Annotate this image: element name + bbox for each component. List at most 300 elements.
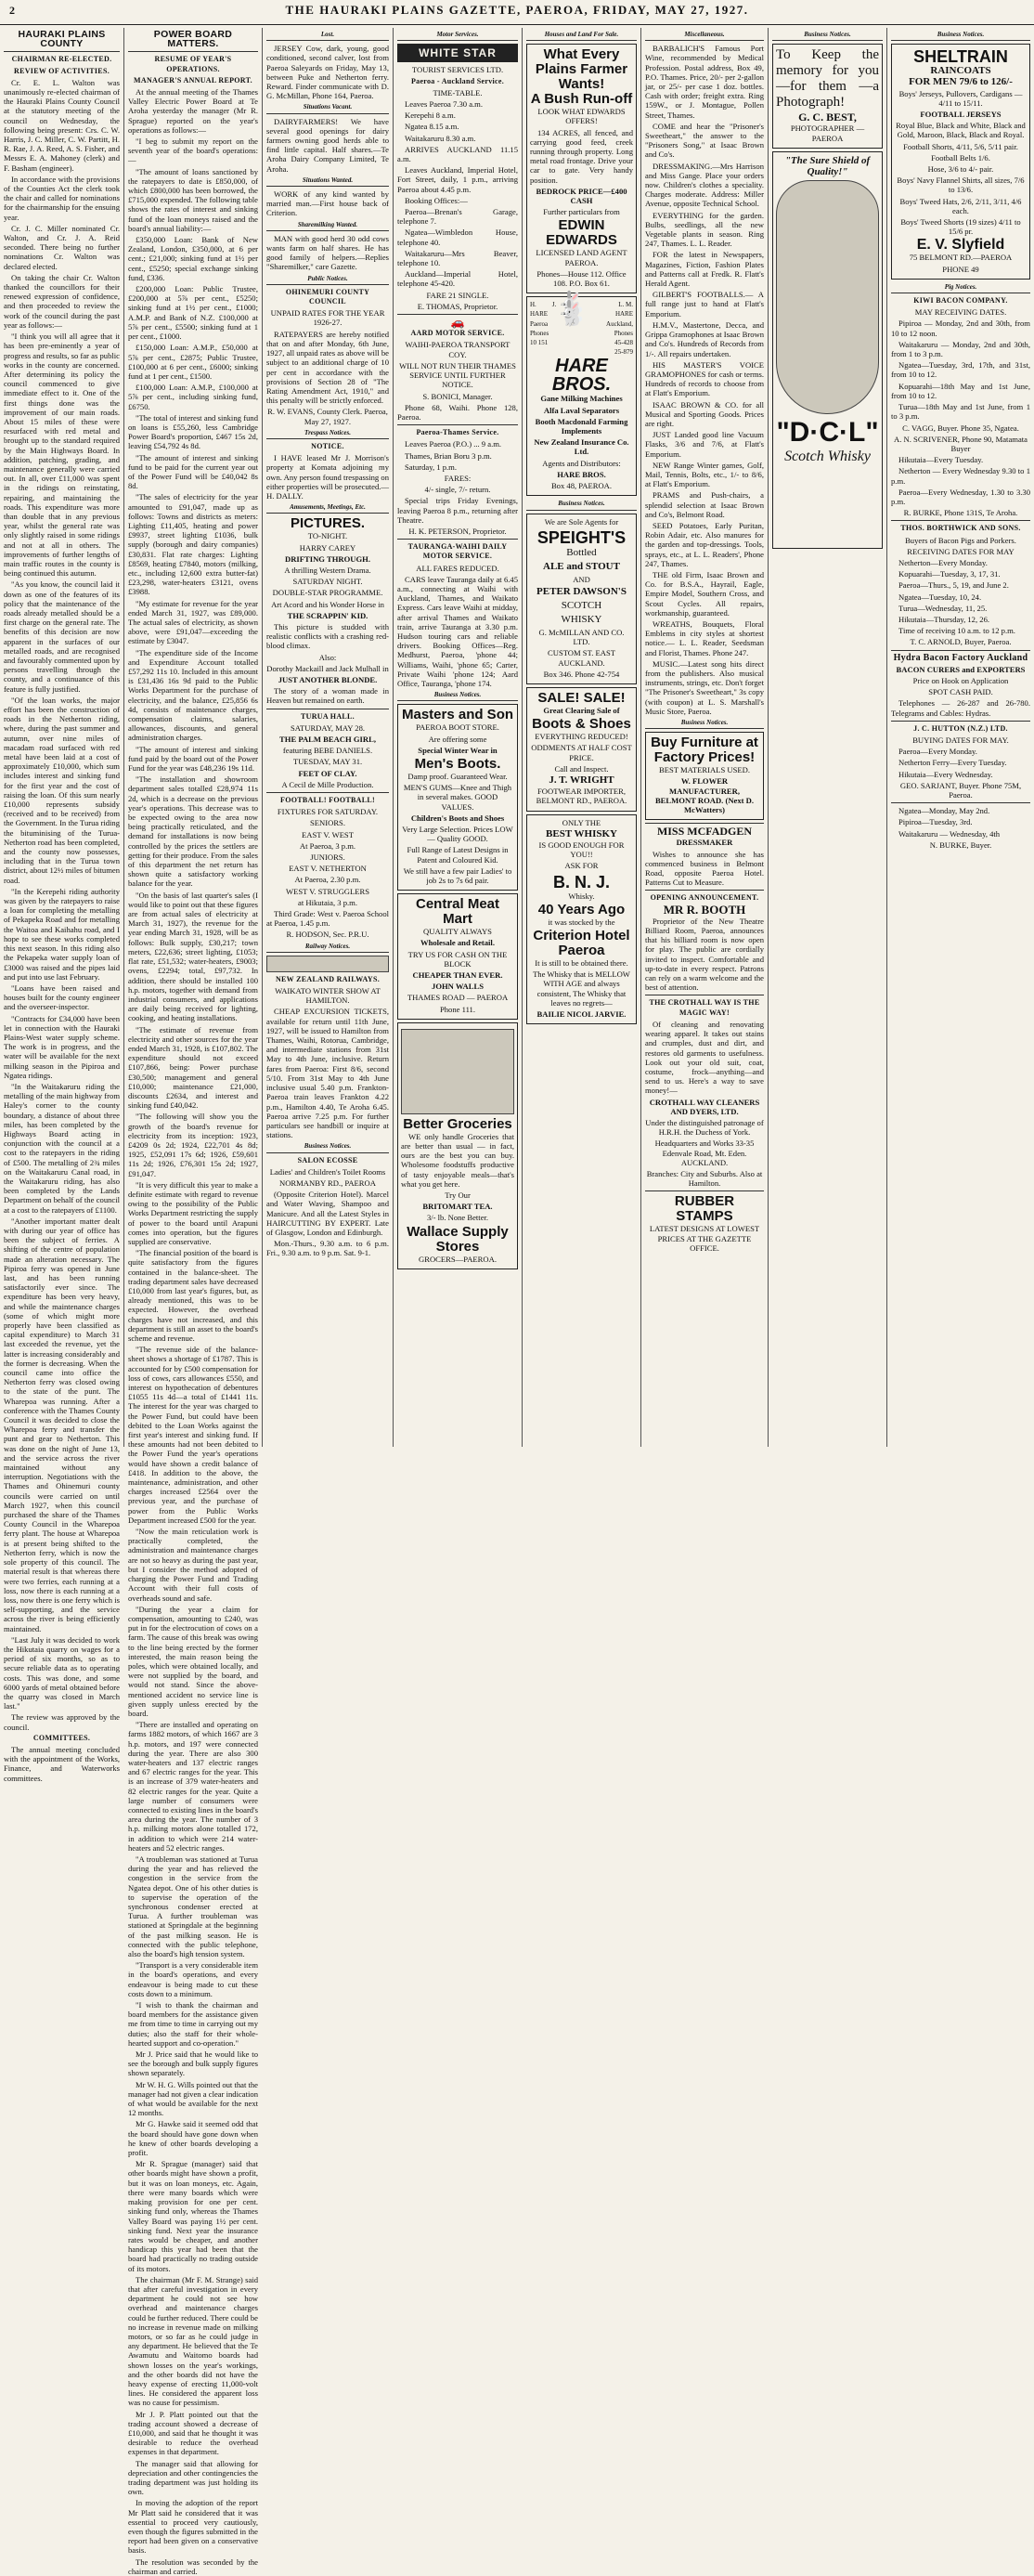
ad-line: Royal Blue, Black and White, Black and Gold, Maroon, Black, Black and Royal.: [896, 121, 1026, 140]
section-label: Public Notices.: [266, 274, 389, 285]
edwards-land-ad: [526, 44, 637, 293]
paragraph: Cr. J. C. Miller nominated Cr. Walton, and Cr. J. A. Reid seconded. There being no further nominations Cr. Walton was declared elected.: [4, 223, 120, 271]
schedule-line: Kopuarahi—Tuesday, 3, 17, 31.: [898, 569, 1001, 579]
ad-line: TO-NIGHT.: [307, 531, 348, 541]
timetable-line: Booking Offices:—: [405, 195, 468, 205]
venue-heading: TURUA HALL.: [301, 711, 355, 721]
ad-line: ONLY THE: [562, 817, 601, 827]
ad-line: Very Large Selection. Prices LOW — Quality GOOD.: [402, 825, 513, 844]
ad-line: NORMANBY RD., PAEROA: [279, 1177, 376, 1188]
divider: [397, 424, 518, 425]
timetable-line: Ngatea 8.15 a.m.: [405, 122, 459, 132]
ad-line: Try Our: [445, 1190, 471, 1201]
ad-line: A Cecil de Mille Production.: [281, 779, 374, 789]
paragraph: "The sales of electricity for the year amounted to £91,047, made up as follows: Towns and districts as meters: Lighting £11,405, heating and power £9937, street lighting £1036, bulk supply (borough and dairy companies) £30,831. Flat rate charges: Lighting £8569, heating £7840, motors (milking, etc., including 12,600 extra butter-fat) £23,298, water-heaters £3121, ovens £3988.: [128, 492, 258, 597]
section-label: Pig Notices.: [891, 282, 1030, 293]
ad-headline: What Every Plains Farmer Wants!: [535, 46, 628, 93]
film-title: DRIFTING THROUGH.: [285, 553, 370, 564]
ad-line: FIXTURES FOR SATURDAY.: [277, 807, 379, 817]
column-motor-services: [394, 28, 522, 1447]
ad-line: BEST MATERIALS USED.: [659, 765, 750, 775]
notice-title: NOTICE.: [311, 441, 344, 450]
article-subhead: REVIEW OF ACTIVITIES.: [14, 66, 110, 75]
paragraph: "The amount of interest and sinking fund to be paid for the current year out of the Power Fund will be £40,042 8s 8d.: [128, 452, 258, 491]
ad-line: CROTHALL WAY CLEANERS AND DYERS, LTD.: [649, 1097, 760, 1116]
divider: [645, 890, 764, 891]
ad-line: Damp proof. Guaranteed Wear.: [407, 772, 508, 781]
divider: [397, 314, 518, 315]
paragraph: £100,000 Loan: A.M.P., £100,000 at 5⅞ per cent., including sinking fund, £6750.: [128, 383, 258, 411]
misc-item: HIS MASTER'S VOICE GRAMOPHONES for cash or terms. Hundreds of records to choose from at Flatt's Emporium.: [645, 359, 764, 398]
ad-line: WEST V. STRUGGLERS: [285, 886, 369, 896]
paragraph: "The total of interest and sinking fund on loans is £55,260, less Cambridge Power Board's proportion, £467 15s 2d, leaving £54,792 4s 8d.: [128, 412, 258, 451]
ad-line: BACON CURERS and EXPORTERS: [896, 664, 1026, 674]
ad-line: HARRY CAREY: [299, 542, 356, 553]
schedule-line: Netherton—Every Monday.: [898, 557, 988, 567]
ad-line: CHEAPER THAN EVER.: [412, 970, 503, 981]
ad-line: Football Belts 1/6.: [931, 152, 990, 163]
ad-line: Wishes to announce she has commenced business in Belmont Road, opposite Paeroa Hotel. Patterns Cut to Measure.: [645, 849, 764, 888]
ad-line: Football Shorts, 4/11, 5/6, 5/11 pair.: [903, 141, 1018, 151]
schedule-line: Pipiroa — Monday, 2nd and 30th, from 10 to 12 noon.: [891, 319, 1030, 338]
ad-line: Agents and Distributors:: [542, 458, 621, 468]
ad-line: Scotch Whisky: [784, 448, 871, 464]
misc-item: H.M.V., Mastertone, Decca, and Grippa Gramophones at Isaac Brown and Co's. Hundreds of Records from 1/-. All repairs undertaken.: [645, 319, 764, 358]
ad-line: MEN'S GUMS—Knee and Thigh in several makes. GOOD VALUES.: [403, 783, 512, 812]
column-power-board: [124, 28, 262, 2576]
divider: [645, 1190, 764, 1191]
divider: [891, 650, 1030, 651]
section-label: Business Notices.: [645, 718, 764, 729]
ad-headline: Boots & Shoes: [532, 716, 631, 733]
paragraph: "Loans have been raised and houses built for the county engineer and the overseer-inspector.: [4, 982, 120, 1012]
ad-line: RECEIVING DATES FOR MAY: [907, 546, 1015, 556]
ad-signature: C. VAGG, Buyer. Phone 35, Ngatea.: [902, 423, 1019, 433]
ad-line: PETER DAWSON'S: [536, 585, 627, 597]
ad-line: ALE and STOUT: [543, 560, 620, 572]
column-miscellaneous: [641, 28, 768, 1447]
ad-line: BAILIE NICOL JARVIE.: [536, 1008, 627, 1019]
ad-line: Box 346. Phone 42-754: [543, 669, 620, 679]
ad-line: Wholesale and Retail.: [420, 938, 495, 948]
ad-line: Proprietor of the New Theatre Billiard Room, Paeroa, announces that his billiard room is now open for play. The public are cordially invited to inspect. Comfortable and up-to-date in every respect. Patrons can rely on a warm welcome and the best of attention.: [645, 916, 764, 993]
ad-line: Price on Hook on Application: [912, 675, 1009, 685]
ad-line: The story of a woman made in Heaven but remained on earth.: [266, 686, 389, 706]
divider: [128, 51, 258, 52]
ad-line: Boys' Tweed Shorts (19 sizes) 4/11 to 15/6 pr.: [900, 217, 1021, 237]
product-line: Alfa Laval Separators: [543, 405, 620, 415]
ad-line: DRESSMAKER: [676, 838, 733, 848]
dcl-whisky-ad: [772, 151, 883, 549]
slyfield-ad: [891, 44, 1030, 280]
rail-heading: NEW ZEALAND RAILWAYS.: [275, 974, 381, 983]
white-star-logo: WHITE STAR: [397, 44, 518, 62]
ad-line: CARS leave Tauranga daily at 6.45 a.m., connecting at Waihi with Auckland, Thames, and Waikato Express. Cars leave Waihi at midday, after arrival Thames and Waikato train, arrive Tauranga at 3.30 p.m. Hudson touring cars and reliable drivers. Booking Offices—Reg. Medhurst, Paeroa, 'phone 44; Williams, Waihi, 'phone 65; Carter, Private Waihi 'phone 124; Aard Office, Tauranga, 'phone 174.: [397, 574, 518, 688]
misc-item: MUSIC.—Latest song hits direct from the publishers. Also musical instruments, strings, etc. Don't forget "The Prisoner's Sweetheart," 3s copy (with coupon) at L. S. Marshall's Music Store, Paeroa.: [645, 658, 764, 716]
football-heading: FOOTBALL! FOOTBALL!: [280, 796, 375, 805]
ad-line: At Paeroa, 3 p.m.: [299, 840, 356, 851]
ad-line: Further particulars from: [543, 207, 620, 217]
ad-headline: RUBBER STAMPS: [674, 1193, 735, 1225]
schedule-line: Paeroa—Thurs., 5, 19, and June 2.: [898, 580, 1009, 591]
ad-line: At Paeroa, 2.30 p.m.: [294, 875, 361, 885]
ad-line: THAMES ROAD — PAEROA: [407, 993, 509, 1003]
timetable-line: Kerepehi 8 a.m.: [405, 111, 456, 121]
ad-line: FOOTBALL JERSEYS: [920, 110, 1002, 120]
section-label: Houses and Land For Sale.: [526, 30, 637, 41]
ad-line: Special Winter Wear in: [418, 745, 498, 755]
timetable-line: FARES:: [444, 473, 472, 483]
ad-line: GROCERS—PAEROA.: [419, 1254, 497, 1264]
classified-ad: WORK of any kind wanted by married man.—First house back of Criterion.: [266, 189, 389, 218]
ad-line: We are Sole Agents for: [544, 516, 619, 527]
ad-line: featuring BEBE DANIELS.: [282, 746, 373, 756]
service-title: AARD MOTOR SERVICE.: [410, 329, 505, 338]
paragraph: "The estimate of revenue from electricity and other sources for the year ended March 31, 1928, is £107,802. The expenditure should not exceed £107,866, being: Power purchase £30,500; management and general £10,000; maintenance £21,000, discounts £2634, and interest and sinking fund £40,042.: [128, 1024, 258, 1111]
ad-line: R. HODSON, Sec. P.R.U.: [286, 930, 369, 940]
ad-line: AND: [573, 574, 590, 584]
column-photo-whisky: [769, 28, 886, 1447]
divider: [266, 792, 389, 793]
timetable-line: Thames, Brian Boru 3 p.m.: [405, 450, 492, 461]
ad-line: SATURDAY, MAY 28.: [290, 722, 366, 733]
schedule-line: Hikutaia—Every Tuesday.: [898, 455, 984, 465]
product-line: Gane Milking Machines: [540, 394, 623, 404]
ad-line: WAIKATO WINTER SHOW AT HAMILTON.: [275, 986, 381, 1006]
schedule-line: Kopuarahi—18th May and 1st June, from 10 to 12.: [891, 381, 1030, 400]
ad-line: ASK FOR: [564, 861, 599, 871]
ad-line: Of cleaning and renovating wearing apparel. It takes out stains and crumples, dust and dirt, and restores old garments to usefulness. Look out your old suit, coat, costume, frock—anything—and send to us. Here's a way to save money!—: [645, 1019, 764, 1096]
groceries-ad: [397, 1022, 518, 1269]
ad-signature: T. C. ARNOLD, Buyer, Paeroa.: [910, 637, 1012, 647]
misc-item: SEED Potatoes, Early Puritan, Robin Adair, etc. Also manures for the garden and top-dressings. Tools, sprays, etc., at L. L. Readers', Phone 247, Thames.: [645, 520, 764, 568]
ad-line: 75 BELMONT RD.—PAEROA: [909, 253, 1013, 263]
ad-headline: Buy Furniture at: [651, 735, 758, 751]
ad-line: J. T. WRIGHT: [549, 774, 614, 786]
ad-line: DOUBLE-STAR PROGRAMME.: [272, 588, 383, 598]
paragraph: Mr W. H. G. Wills pointed out that the manager had not given a clear indication of what would be available for the next 12 months.: [128, 2079, 258, 2118]
paragraph: The chairman (Mr F. M. Strange) said that after careful investigation in every department he could not see how overhead and maintenance charges could be further reduced. There could be no increase in revenue made on milking motors, or so far as he could judge in any department. He believed that the Te Awamutu and Waitomo boards had shown losses on the year's workings, and the other boards did not have the heavy expense of erecting 11,000-volt lines. He considered the apparent loss was no cause for pessimism.: [128, 2274, 258, 2408]
schedule-line: Hikutaia—Thursday, 12, 26.: [898, 614, 990, 624]
ad-headline: E. V. Slyfield: [916, 237, 1005, 254]
ad-line: TRY US FOR CASH ON THE BLOCK: [407, 949, 508, 969]
photographer-name: G. C. BEST,: [798, 111, 857, 124]
schedule-line: Turua—18th May and 1st June, from 1 to 3 p.m.: [891, 402, 1030, 422]
product-line: Booth Macdonald Farming Implements: [535, 416, 628, 436]
paragraph: "The amount of loans sanctioned by the ratepayers to date is £850,000, of which £800,000 has been borrowed, the £715,000 expended. The following table shows the rates of interest and sinking fund of the loan moneys raised and the board's annual liability:—: [128, 166, 258, 233]
ad-line: QUALITY ALWAYS: [423, 927, 492, 937]
notice-title: KIWI BACON COMPANY.: [913, 296, 1008, 306]
ad-headline: Criterion Hotel Paeroa: [533, 927, 630, 958]
ad-line: LICENSED LAND AGENT PAEROA.: [536, 248, 627, 267]
ad-line: Phone 68, Waihi. Phone 128, Paeroa.: [397, 402, 518, 422]
article-subhead: CHAIRMAN RE-ELECTED.: [11, 55, 112, 64]
photographer-ad: [772, 44, 883, 149]
paragraph: "In the Waitakaruru riding the metalling of the main highway from Haley's corner to the county boundary, a distance of about three miles, has been completed by the Highways Board acting in conjunction with the council at a cost to the ratepayers in the riding of £500. The metalling of 2¾ miles on the Waitakaruru Canal road, in the Waitakaruru riding, has also been completed by the Lands Department on behalf of the council at a cost to the ratepayers of £1100.: [4, 1081, 120, 1215]
paragraph: Cr. E. L. Walton was unanimously re-elected chairman of the Hauraki Plains County Council at the statutory meeting of the council on Wednesday, the following being present: Crs. C. W. Harris, J. C. Miller, C. W. Partitt, H. R. Rae, J. A. Reed, A. S. Fisher, and Messrs E. A. Mahoney (clerk) and F. Basham (engineer).: [4, 77, 120, 173]
paragraph: £150,000 Loan: A.M.P., £50,000 at 5⅞ per cent., £2875; Public Trustee, £100,000 at 6 per cent., £6000; sinking fund at 1 per cent., £1500.: [128, 343, 258, 381]
misc-item: THE old Firm, Isaac Brown and Co. for B.S.A., Hayrail, Eagle, Empire Model, Southern Cross, and Scout Cycles. All repairs, workmanship, guaranteed.: [645, 569, 764, 618]
car-icon: 🚗: [450, 316, 465, 330]
timetable-line: Ngatea—Wimbledon House, telephone 40.: [397, 228, 518, 247]
notice-body: RATEPAYERS are hereby notified that on and after Monday, 6th June, 1927, all unpaid rates as above will be subject to an additional charge of 10 per cent in accordance with the provisions of Section 28 of "The Rating Amendment Act, 1910," and this penalty will be strictly enforced.: [266, 329, 389, 406]
schedule-line: Ngatea—Monday, May 2nd.: [898, 806, 990, 816]
misc-item: COME and hear the "Prisoner's Sweetheart," the answer to the "Prisoners Song," at Isaac Brown and Co's.: [645, 121, 764, 160]
ad-headline: A Bush Run-off: [530, 91, 633, 108]
ad-line: ODDMENTS AT HALF COST PRICE.: [531, 743, 632, 762]
ad-signature: N. BURKE, Buyer.: [929, 839, 992, 850]
schedule-line: Waitakaruru — Wednesday, 4th: [898, 828, 1001, 839]
ad-line: Boys' Jerseys, Pullovers, Cardigans — 4/11 to 15/11.: [898, 88, 1023, 108]
paragraph: "I think you will all agree that it has been pre-eminently a year of progress and results, so far as public works in the county are concerned. After determining its policy the council commenced to give immediate effect to it. One of the first things done was the improvement of our main roads. About 15 miles of these were resurfaced with red metal and brought up to the standard required by the Main Highways Board. In addition, patching, grading, and maintenance generally were carried out. In all, over £11,000 was spent in the ridings on reinstating, repairing, and maintaining the roads. This expenditure was more than double that in any previous year, whilst the general rate was only slightly raised in some ridings and not at all in others. The improvements of further lengths of main traffic routes in the county is being continued this autumn.: [4, 332, 120, 579]
article-headline: POWER BOARD MATTERS.: [153, 29, 233, 50]
misc-item: NEW Range Winter games, Golf, Mail, Tennis, Bolts, etc., 1/- to 8/6, at Flatt's Emporium.: [645, 460, 764, 489]
paragraph: "Transport is a very considerable item in the board's operations, and every endeavour is being made to cut these costs down to a minimum.: [128, 1960, 258, 1998]
notice-title: THOS. BORTHWICK AND SONS.: [900, 524, 1021, 533]
timetable-line: Waitakaruru 8.30 a.m.: [405, 133, 476, 143]
ad-headline: 40 Years Ago: [537, 901, 626, 917]
paragraph: "In the Kerepehi riding authority was given by the ratepayers to raise a loan for completing the metalling of Pekapeka Road and for metalling the Waitoa and Kaihahu road, and I hope to see these works completed this next season. In this riding also the Pekapeka water supply loan of £3000 was raised and the pipes laid and put into use last February.: [4, 886, 120, 982]
ad-line: Bottled: [566, 546, 597, 558]
ad-line: Call and Inspect.: [554, 763, 609, 774]
article-subhead: MANAGER'S ANNUAL REPORT.: [134, 75, 252, 85]
notice-body: I HAVE leased Mr J. Morrison's property at Komata adjoining my own. Any person found trespassing on either properties will be prosecuted.—H. DALLY.: [266, 453, 389, 501]
ad-line: Also:: [318, 652, 337, 662]
hare-rabbits-icon: 🐇🐇: [556, 291, 587, 328]
ad-line: Boys' Navy Flannel Shirts, all sizes, 7/6 to 13/6.: [897, 176, 1025, 195]
section-label: Business Notices.: [397, 690, 518, 701]
notice-title: OHINEMURI COUNTY COUNCIL: [285, 287, 370, 306]
ad-line: PAEROA BOOT STORE.: [416, 722, 499, 733]
section-label: Business Notices.: [266, 1141, 389, 1152]
film-title: JUST ANOTHER BLONDE.: [278, 674, 378, 684]
wright-sale-ad: [526, 687, 637, 812]
ad-signature: GEO. SARJANT, Buyer. Phone 75M, Paeroa.: [899, 780, 1022, 800]
timetable-line: Waitakaruru—Mrs Beaver, telephone 10.: [397, 248, 518, 268]
schedule-line: Paeroa—Every Wednesday, 1.30 to 3.30 p.m.: [891, 487, 1030, 506]
schedule-line: Turua—Wednesday, 11, 25.: [898, 603, 988, 613]
paragraph: Mr J. Price said that he would like to see the borough and bulk supply figures shown separately.: [128, 2049, 258, 2078]
paragraph: The resolution was seconded by the chairman and carried.: [128, 2556, 258, 2576]
ad-line: Full Range of Latest Designs in Patent and Coloured Kid.: [407, 845, 509, 865]
ad-line: Are offering some: [428, 734, 487, 744]
misc-item: FOR the latest in Newspapers, Magazines, Fiction, Fashion Plates and Patterns call at Fredk. R. Flatt's Herald Agent.: [645, 250, 764, 289]
ad-headline: B. N. J.: [552, 872, 610, 891]
paragraph: "Last July it was decided to work the Hikutaia quarry on wages for a period of six months, so as to secure reliable data as to operating costs. This was done, and some 6000 yards of metal obtained before the quarry was closed in March last.": [4, 1634, 120, 1711]
paragraph: "During the year a claim for compensation, amounting to £240, was put in for the electrocution of cows on a farm. The cause of this break was owing to the line being erected by the former interested, the main reason being the poles, which were obtained locally, and were not supplied by the board, and would not stand. Since the above-mentioned accident no service line is given supply unless erected by the board.: [128, 1604, 258, 1718]
dressmaker-name: MISS MCFADGEN: [656, 825, 753, 839]
ad-line: PHOTOGRAPHER — PAEROA: [790, 124, 865, 143]
ad-line: 134 ACRES, all fenced, and carrying good feed, creek running through property. Long metal road frontage. Drive your car to gate. Very handy position.: [530, 127, 633, 185]
ad-headline: SPEIGHT'S: [536, 527, 627, 547]
divider: [891, 721, 1030, 722]
section-label: Motor Services.: [397, 30, 518, 41]
divider: [891, 802, 1030, 803]
misc-item: ISAAC BROWN & CO. for all Musical and Sporting Goods. Prices are right.: [645, 399, 764, 428]
ad-line: Art Acord and his Wonder Horse in: [271, 599, 384, 609]
service-title: TAURANGA-WAIHI DAILY MOTOR SERVICE.: [407, 542, 508, 561]
timetable-line: Special trips Friday Evenings, leaving Paeroa 8 p.m., returning after Theatre.: [397, 496, 518, 525]
hare-header: [530, 291, 633, 357]
paragraph: Mr R. Sprague (manager) said that other boards might have shown a profit, but it was on loan moneys, etc. Again, there were many boards which were making provision for one per cent. sinking fund only, whereas the Thames Valley Board was paying 1½ per cent. sinking fund. Next year the insurance rates would be cheaper, and another handicap this year had been that the board had practically no trading outside of its motors.: [128, 2159, 258, 2273]
paragraph: "On the basis of last quarter's sales (I would like to point out that these figures are from actual sales of electricity at March 31, 1927), the revenue for the year ending March 31, 1928, will be as follows: Bulk supply, £30,217; town meters, £22,636; street lighting, £1053; flat rate, £51,532; water-heaters, £9003; ovens, £2294; total, £97,732. In addition, there should be installed 100 h.p. motors, together with demand from industrial consumers, and applications are daily being received for lighting, cooking, and heating installations.: [128, 890, 258, 1023]
ad-headline: SHELTRAIN: [913, 47, 1008, 67]
pictures-heading: PICTURES.: [290, 515, 365, 532]
paragraph: "There are installed and operating on farms 1882 motors, of which 1667 are 3 h.p. motors, and 197 were connected during the year. There are also 300 water-heaters and 137 electric ranges and 67 electric ranges for the year. This is an increase of 379 water-heaters and 82 electric ranges for the year. Quite a large number of consumers were connected to existing lines in the board's area during the year. The number of 3 h.p. milking motors alone totalled 172, in addition to which were 214 water-heaters and 52 electric ranges.: [128, 1720, 258, 1853]
timetable-line: Paeroa—Brenan's Garage, telephone 7.: [397, 207, 518, 227]
ad-line: Ladies' and Children's Toilet Rooms: [269, 1166, 386, 1177]
schedule-line: Time of receiving 10 a.m. to 12 p.m.: [898, 626, 1015, 636]
ad-line: The Whisky that is MELLOW WITH AGE and always consistent, The Whisky that leaves no regrets—: [533, 969, 630, 1008]
timetable-line: FARE 21 SINGLE.: [426, 290, 489, 300]
timetable-line: Saturday, 1 p.m.: [405, 462, 458, 472]
ad-line: Phones—House 112. Office 108. P.O. Box 61.: [536, 268, 627, 289]
paragraph: "It is very difficult this year to make a definite estimate with regard to revenue owing to the possibility of the Public Works Department restricting the supply of power to the board until Arapuni comes into operation, but the figures supplied are conservative.: [128, 1179, 258, 1246]
section-label: Lost.: [266, 30, 389, 41]
section-heading: COMMITTEES.: [32, 1733, 91, 1742]
ad-line: Dorothy Mackaill and Jack Mulhall in: [266, 663, 389, 673]
misc-item: GILBERT'S FOOTBALLS.— A full range just to hand at Flatt's Emporium.: [645, 290, 764, 319]
misc-item: DRESSMAKING.—Mrs Harrison and Miss Gange. Place your orders now. Children's clothes a speciality. Charges moderate. Address: Miller Avenue, opposite Technical School.: [645, 161, 764, 209]
section-label: Amusements, Meetings, Etc.: [266, 502, 389, 514]
ad-headline: EDWIN EDWARDS: [546, 217, 617, 249]
section-label: Situations Vacant.: [266, 102, 389, 113]
ad-line: Telephones — 26-287 and 26-780. Telegrams and Cables: Hydras.: [891, 698, 1030, 718]
ad-line: JUNIORS.: [310, 852, 345, 863]
film-title: THE SCRAPPIN' KID.: [287, 610, 368, 620]
paragraph: Mr J. P. Platt pointed out that the trading account showed a decrease of £10,000, and said that he thought it was desirable to reduce the overhead expenses in that department.: [128, 2409, 258, 2457]
notice-title: Hydra Bacon Factory Auckland: [893, 652, 1028, 663]
service-title: Paeroa - Auckland Service.: [410, 76, 505, 85]
ad-line: This picture is studded with realistic conflicts with a crashing red-blood climax.: [266, 621, 389, 651]
schedule-line: Netherton Ferry—Every Tuesday.: [898, 758, 1007, 768]
ad-line: FOR MEN 79/6 to 126/-: [909, 76, 1013, 88]
hare-contact-right: L. M. HARE Auckland, Phones 45-428 25-879: [606, 301, 633, 357]
paragraph: "Of the loan works, the major effort has been the construction of roads in the Netherton riding, where, during the past summer and autumn, over nine miles of macadam road surfaced with red metal have been laid at a cost of approximately £10,000, which sum includes interest and sinking fund for the first year and the cost of raising the loan. Of this sum nearly £10,000 represents subsidy (received and to be received) from the Government. In the Turua riding the bituminising of the Turua-Netherton road has been completed, and the county now possesses, including that in the Turua town district, about 12½ miles of bitumen road.: [4, 695, 120, 885]
ad-line: Great Clearing Sale of: [543, 705, 620, 715]
meat-mart-ad: [397, 893, 518, 1020]
ad-headline: Men's Boots.: [414, 756, 501, 772]
section-label: Miscellaneous.: [645, 30, 764, 41]
section-label: Business Notices.: [772, 30, 883, 41]
ad-line: BRITOMART TEA.: [422, 1202, 493, 1212]
ad-line: LOOK WHAT EDWARDS OFFERS!: [537, 107, 626, 126]
ad-signature: S. BONICI, Manager.: [422, 391, 493, 401]
column-classifieds: [263, 28, 393, 1447]
ad-line: WILL NOT RUN THEIR THAMES SERVICE UNTIL FURTHER NOTICE.: [399, 360, 516, 390]
train-illustration: [266, 956, 389, 972]
ad-line: We still have a few pair Ladies' to job 2s to 7s 6d pair.: [403, 865, 512, 886]
ad-headline: Central Meat Mart: [415, 896, 500, 928]
divider: [4, 51, 120, 52]
notice-title: THE CROTHALL WAY IS THE MAGIC WAY!: [649, 998, 760, 1017]
ad-headline: Factory Prices!: [653, 749, 756, 766]
film-title: THE PALM BEACH GIRL,: [279, 735, 376, 744]
ad-line: EAST V. NETHERTON: [289, 864, 367, 874]
ad-signature: R. BURKE, Phone 131S, Te Aroha.: [903, 508, 1018, 518]
misc-item: WREATHS, Bouquets, Floral Emblems in city styles at shortest notice.— L. L. Reader, Seedsman and Florist, Thames. Phone 247.: [645, 618, 764, 657]
ad-line: SENIORS.: [310, 818, 345, 828]
film-title: FEET OF CLAY.: [298, 768, 357, 778]
section-label: Business Notices.: [526, 499, 637, 510]
paragraph: "The expenditure side of the Income and Expenditure Account totalled £57,292 11s 10. Included in this amount is £31,436 16s 9d paid to the Public Works Department for the purchase of electricity, and the balance, £25,856 6s 4d, consists of maintenance charges, compensation claims, salaries, allowances, discounts, and general administration charges.: [128, 647, 258, 743]
divider: [645, 823, 764, 824]
ad-line: W. FLOWER MANUFACTURER, BELMONT ROAD. (Next D. McWatters): [654, 776, 755, 815]
ad-line: Under the distinguished patronage of H.R.H. the Duchess of York.: [645, 1117, 764, 1138]
ad-line: IS GOOD ENOUGH FOR YOU!!: [538, 839, 625, 860]
paragraph: "The following will show you the growth of the board's revenue for electricity from its inception: 1923, £4209 0s 2d; 1924, £22,701 4s 8d; 1925, £52,091 17s 6d; 1926, £59,601 11s 2d; 1926, £76,301 15s 2d; 1927, £91,047.: [128, 1112, 258, 1178]
schedule-line: Netherton — Every Wednesday 9.30 to 1 p.m.: [891, 466, 1030, 486]
ad-line: Children's Boots and Shoes: [410, 813, 505, 823]
article-headline: HAURAKI PLAINS COUNTY: [18, 29, 106, 50]
section-label: Situations Wanted.: [266, 176, 389, 187]
misc-item: PRAMS and Push-chairs, a splendid selection at Isaac Brown and Co's, Belmont Road.: [645, 490, 764, 519]
ad-signature: E. THOMAS, Proprietor.: [417, 301, 498, 311]
ad-line: CUSTOM ST. EAST AUCKLAND.: [548, 648, 615, 668]
timetable-line: Leaves Auckland, Imperial Hotel, Fort Street, daily, 1 p.m., arriving Paeroa about 4.45 p.m.: [397, 165, 518, 194]
paragraph: At the annual meeting of the Thames Valley Electric Power Board at Te Aroha yesterday the manager (Mr R. Sprague) reported on the year's operations as follows:—: [128, 87, 258, 135]
notice-title: OPENING ANNOUNCEMENT.: [650, 893, 759, 903]
divider: [891, 520, 1030, 521]
hare-contact-left: H. J. HARE Paeroa Phones 10 151: [530, 301, 557, 347]
ad-line: EAST V. WEST: [302, 829, 354, 839]
paragraph: In accordance with the provisions of the Counties Act the clerk took the chair and called for nominations for the chairmanship for the ensuing year.: [4, 174, 120, 222]
column-land-sale: [523, 28, 640, 1447]
ad-line: MAY RECEIVING DATES.: [914, 307, 1007, 318]
notice-signature: R. W. EVANS, County Clerk. Paeroa, May 27, 1927.: [267, 407, 388, 426]
paragraph: £200,000 Loan: Public Trustee, £200,000 at 5⅞ per cent., £5250; sinking fund at 1½ per cent., £1000; A.M.P. and Bank of N.Z. £100,000 at 5⅞ per cent., £5500; sinking fund at 1 per cent., £1000.: [128, 284, 258, 342]
paragraph: "The financial position of the board is quite satisfactory from the figures contained in the balance-sheet. The trading department sales have decreased £10,000 from last year's figures, but, as already mentioned, this was to be expected. However, the overhead charges have not increased, and this department is still an asset to the board's scheme and revenue.: [128, 1248, 258, 1344]
column-county-report: [0, 28, 123, 1783]
grocer-portrait-image: [401, 1029, 514, 1114]
ad-headline: SALE! SALE!: [537, 689, 626, 706]
schedule-line: Hikutaia—Every Wednesday.: [898, 769, 993, 779]
ad-line: BEDROCK PRICE—£400 CASH: [536, 186, 627, 206]
section-label: Sharemilking Wanted.: [266, 220, 389, 231]
paragraph: "A troubleman was stationed at Turua during the year and has relieved the congestion in the service from the Ngatea depot. One of his other duties is to supervise the operation of the synchronous condenser erected at Turua. A further troubleman was stationed at Springdale at the beginning of the past milking season. He is connected with the public telephone, also the board's high tension system.: [128, 1854, 258, 1959]
misc-item: BARBALICH'S Famous Port Wine, recommended by Medical Profession. Postal address, Box 49, P.O. Thames. Price, 20/- per 2-gallon jar, or 25/- per case 1 doz. bottles. Cash with order; freight extra. Ring 159W., or J. Montague, Pollen Street, Thames.: [645, 44, 764, 120]
furniture-ad: [645, 732, 764, 820]
ad-line: TIME-TABLE.: [433, 87, 483, 98]
shield-emblem-image: [776, 180, 879, 414]
masthead: [0, 0, 1034, 25]
timetable-line: Leaves Paeroa 7.30 a.m.: [405, 99, 483, 110]
ad-line: TOURIST SERVICES LTD.: [411, 65, 504, 75]
ad-line: HARE BROS.: [557, 469, 606, 479]
product-line: New Zealand Insurance Co. Ltd.: [534, 437, 629, 457]
schedule-line: Waitakaruru — Monday, 2nd and 30th, from 1 to 3 p.m.: [891, 339, 1030, 359]
section-label: Business Notices.: [891, 30, 1030, 41]
masthead-title: THE HAURAKI PLAINS GAZETTE, PAEROA, FRIDAY, MAY 27, 1927.: [285, 3, 749, 17]
ad-line: at Hikutaia, 3 p.m.: [298, 897, 357, 907]
paragraph: The review was approved by the council.: [4, 1712, 120, 1732]
ad-line: (Opposite Criterion Hotel). Marcel and Water Waving, Shampoo and Manicure. And all the Latest Styles in HAIRCUTTING BY EXPERT. Late of Glasgow, London and Edinburgh.: [266, 1190, 389, 1237]
timetable-line: Auckland—Imperial Hotel, telephone 45-420.: [397, 269, 518, 289]
paragraph: "The revenue side of the balance-sheet shows a shortage of £1787. This is accounted for by £500 compensation for loss of cows, cars allowances £550, and interest on hypothecation of debentures £1055 11s 4d—a total of £1441 11s. The interest for the year was charged to the Power Fund, but could have been debited to the Loan Works against the first year's interest and sinking fund. If these amounts had not been debited to the Power Fund the year's operations would have shown a credit balance of £418. In addition to the above, the maintenance, administration, and other charges increased £2564 over the previous year, and the purchase of power from the Public Works Department increased £500 for the year.: [128, 1345, 258, 1525]
ad-line: SCOTCH: [561, 599, 602, 611]
page-number: 2: [9, 4, 17, 17]
ad-line: CHEAP EXCURSION TICKETS, available for return until 11th June, 1927, will be issued to Hamilton from Thames, Waihi, Rotorua, Cambridge, and intermediate stations from 31st May to 4th June, inclusive. Return fares from Paeroa: First 8/6, second 5/10. From 31st May to 4th June inclusive usual 5.40 p.m. Frankton-Paeroa train leaves Frankton 4.22 p.m., Hamilton 4.40, Te Aroha 6.45. Paeroa arrive 7.25 p.m. For further particulars see handbill or inquire at stations.: [266, 1007, 389, 1140]
paragraph: "My estimate for revenue for the year ended March 31, 1927, was £89,000. The actual sales of electricity, as shown above, were £91,047—exceeding the estimate by £3047.: [128, 598, 258, 646]
salon-title: SALON ECOSSE: [297, 1155, 358, 1164]
proprietor-name: MR R. BOOTH: [663, 902, 746, 917]
ad-signature: A. N. SCRIVENER, Phone 90, Matamata Buyer: [894, 434, 1028, 453]
timetable-line: Leaves Paeroa (P.O.) ... 9 a.m.: [405, 439, 502, 449]
ad-line: G. McMILLAN AND CO. LTD.: [538, 627, 625, 647]
paragraph: Mr G. Hawke said it seemed odd that the board should have gone down when he knew of other boards developing a profit.: [128, 2119, 258, 2158]
ad-line: Whisky.: [568, 891, 595, 901]
divider: [397, 539, 518, 540]
